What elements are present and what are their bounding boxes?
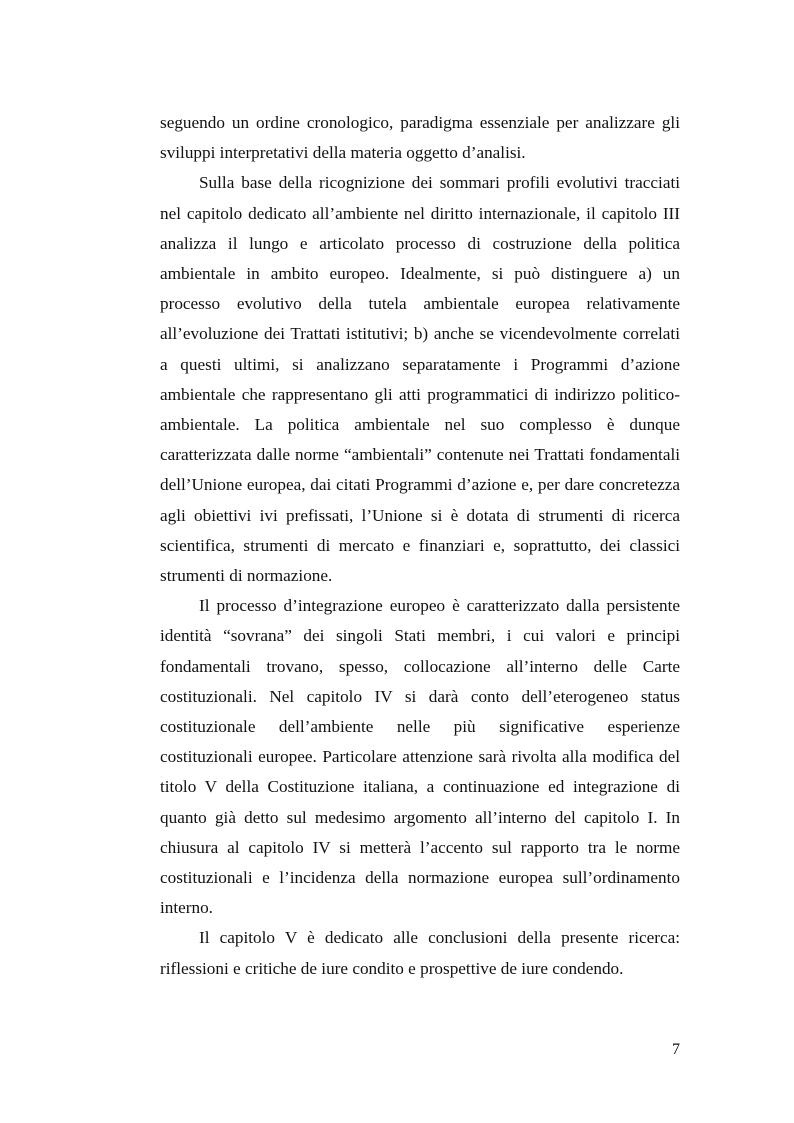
page-number: 7 — [672, 1041, 680, 1058]
document-page — [160, 108, 680, 984]
paragraph-chapter-five: Il capitolo V è dedicato alle conclusioni della presente ricerca: riflessioni e critiche de iure condito e prospettive de iure condendo. — [160, 928, 680, 978]
paragraph-chapter-four: Il processo d’integrazione europeo è caratterizzato dalla persistente identità “sovrana” dei singoli Stati membri, i cui valori e principi fondamentali trovano, spesso, collocazione all’interno delle Carte costituzionali. Nel capitolo IV si darà conto dell’eterogeneo status costituzionale dell’ambiente nelle più significative esperienze costituzionali europee. Particolare attenzione sarà rivolta alla modifica del titolo V della Costituzione italiana, a continuazione ed integrazione di quanto già detto sul medesimo argomento all’interno del capitolo I. In chiusura al capitolo IV si metterà l’accento sul rapporto tra le norme costituzionali e l’incidenza della normazione europea sull’ordinamento interno. — [160, 596, 680, 918]
paragraph-chapter-three: Sulla base della ricognizione dei sommari profili evolutivi tracciati nel capitolo dedicato all’ambiente nel diritto internazionale, il capitolo III analizza il lungo e articolato processo di costruzione della politica ambientale in ambito europeo. Idealmente, si può distinguere a) un processo evolutivo della tutela ambientale europea relativamente all’evoluzione dei Trattati istitutivi; b) anche se vicendevolmente correlati a questi ultimi, si analizzano separatamente i Programmi d’azione ambientale che rappresentano gli atti programmatici di indirizzo politico-ambientale. La politica ambientale nel suo complesso è dunque caratterizzata dalle norme “ambientali” contenute nei Trattati fondamentali dell’Unione europea, dai citati Programmi d’azione e, per dare concretezza agli obiettivi ivi prefissati, l’Unione si è dotata di strumenti di ricerca scientifica, strumenti di mercato e finanziari e, soprattutto, dei classici strumenti di normazione. — [160, 173, 680, 586]
paragraph-continuation: seguendo un ordine cronologico, paradigma essenziale per analizzare gli sviluppi interpretativi della materia oggetto d’analisi. — [160, 113, 680, 163]
